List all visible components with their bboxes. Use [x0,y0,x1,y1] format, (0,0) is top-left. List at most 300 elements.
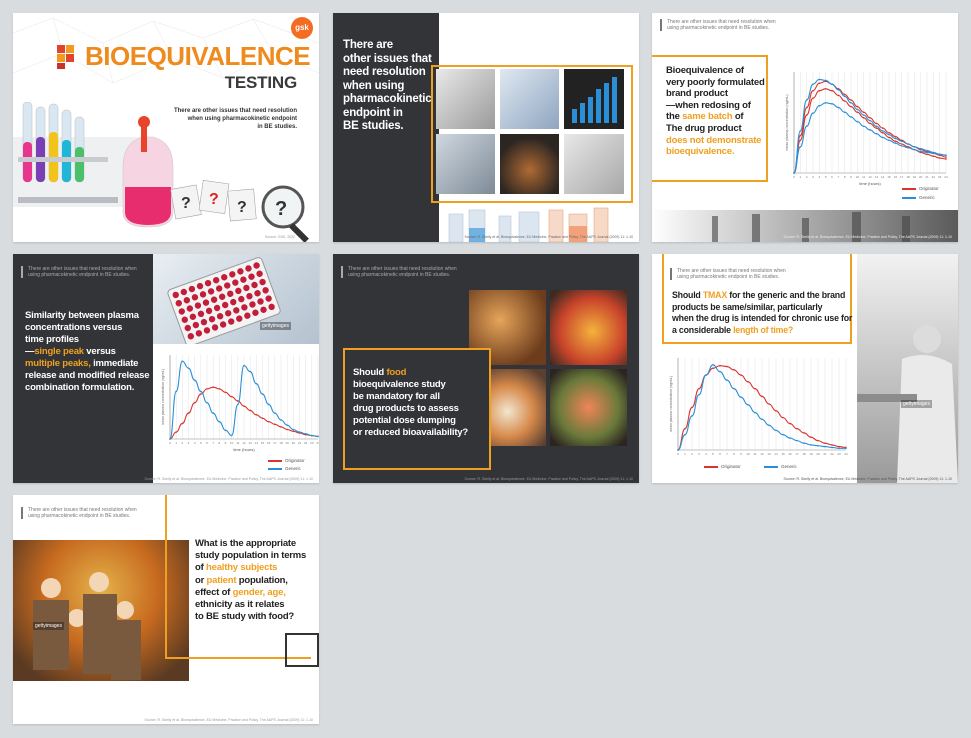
tag-line: using pharmacokinetic endpoint in BE studies. [28,272,131,278]
data-point [684,428,686,430]
data-point [850,116,852,118]
text-line [25,358,149,370]
x-tick-label: 13 [248,441,252,445]
data-point [691,415,693,417]
data-point [206,402,208,404]
x-axis-label: time (hours) [859,181,881,186]
data-point [857,109,859,111]
slide-4-text [25,310,149,394]
text-span: the [666,111,683,123]
data-point [705,374,707,376]
data-point [733,388,735,390]
legend-label: Generic [919,195,935,200]
data-point [831,447,833,449]
data-point [888,137,890,139]
legend-label: Originator [285,458,305,463]
data-point [249,371,251,373]
tag-line: There are other issues that need resolution when [28,266,137,272]
text-line: Similarity between plasma [25,310,139,321]
data-point [810,436,812,438]
data-point [712,367,714,369]
data-point [726,379,728,381]
data-point [810,444,812,446]
x-tick-label: 3 [812,175,814,179]
text-line: time profiles [25,334,79,345]
slide-3-text [666,65,765,158]
data-point [857,121,859,123]
y-axis-label: mean plasma concentration (ng/mL) [785,94,789,151]
data-point [800,135,802,137]
data-point [926,153,928,155]
data-point [243,405,245,407]
gsk-logo: gsk [291,17,313,39]
data-point [888,139,890,141]
text-span: effect of [195,586,233,598]
text-line [195,562,306,574]
data-point [895,136,897,138]
x-tick-label: 11 [236,441,240,445]
data-point [945,158,947,160]
legend-generic [764,464,797,469]
x-tick-label: 4 [193,441,196,445]
data-point [869,123,871,125]
highlight-span: multiple peaks, [25,358,91,369]
legend-label: Generic [285,466,301,471]
text-line: concentrations versus [25,322,123,333]
data-point [863,117,865,119]
text-span: Should [672,290,703,300]
x-tick-label: 6 [206,441,208,445]
x-tick-label: 6 [831,175,833,179]
data-point [268,404,270,406]
data-point [882,127,884,129]
data-point [819,105,821,107]
tag-line: There are other issues that need resolution when [28,507,137,513]
x-tick-label: 10 [229,441,234,445]
x-tick-label: 2 [805,175,808,179]
x-tick-label: 20 [291,441,296,445]
text-line: endpoint in [343,106,403,119]
data-point [789,423,791,425]
slide-7[interactable] [13,495,319,724]
data-point [838,446,840,448]
text-span: immediate [90,358,139,369]
data-point [293,430,295,432]
photo-fruits [550,290,627,365]
data-point [803,432,805,434]
data-point [274,424,276,426]
x-tick-label: 12 [868,175,872,179]
data-point [882,130,884,132]
x-tick-label: 7 [837,175,840,179]
x-tick-label: 4 [818,175,821,179]
data-point [882,137,884,139]
legend-originator [268,458,305,463]
data-point [857,106,859,108]
x-tick-label: 11 [862,175,866,179]
data-point [311,435,313,437]
data-point [684,434,686,436]
x-tick-label: 0 [793,175,795,179]
data-point [212,386,214,388]
data-point [838,89,840,91]
x-tick-label: 1 [175,441,178,445]
data-point [825,102,827,104]
text-line: potential dose dumping [353,415,456,426]
data-point [831,90,833,92]
data-point [286,429,288,431]
text-span: of [195,562,207,574]
slide-2[interactable] [333,13,639,242]
x-tick-label: 22 [931,175,936,179]
x-tick-label: 5 [824,175,827,179]
source-note: Source: R. Skelly et al. Bioequivalence, EU Medicine, Practice and Policy, The AAPS Journal (2009) 11: 1-10 [464,477,633,481]
text-line: combination formulation. [25,382,135,393]
data-point [740,374,742,376]
x-tick-label: 15 [781,452,785,456]
legend-generic [268,466,301,471]
tag-line: There are other issues that need resolution when [677,268,786,274]
data-point [800,130,802,132]
text-line: —when redosing of [666,99,751,111]
text-line [666,111,765,123]
data-point [800,139,802,141]
highlight-span: gender, age, [232,586,286,598]
text-line [195,575,306,587]
x-tick-label: 24 [944,175,948,179]
data-point [838,447,840,449]
text-line: need resolution [343,66,426,78]
photo-plate [500,134,559,194]
data-point [225,392,227,394]
data-point [796,428,798,430]
data-point [882,132,884,134]
x-tick-label: 21 [297,441,302,445]
data-point [825,88,827,90]
title-bioequivalence: BIOEQUIVALENCE [85,41,311,71]
data-point [895,138,897,140]
x-tick-label: 18 [279,441,283,445]
x-tick-label: 5 [199,441,202,445]
source-note: Source: R. Skelly et al. Bioequivalence, EU Medicine, Practice and Policy, The AAPS Journal (2009) 11: 1-10 [464,235,633,239]
getty-watermark: gettyimages [262,323,289,329]
data-point [933,153,935,155]
x-tick-label: 20 [816,452,820,456]
slide-6[interactable] [652,254,958,483]
data-point [219,421,221,423]
data-point [806,107,808,109]
y-axis-label: mean plasma concentration (ng/mL) [669,375,673,433]
data-point [926,150,928,152]
data-point [237,400,239,402]
text-line: What is the appropriate [195,538,296,549]
data-point [188,412,190,414]
source-note: Source: R. Skelly et al. Bioequivalence, EU Medicine, Practice and Policy, The AAPS Journal (2009) 11: 1-10 [144,477,313,481]
slide-7-text [195,538,306,623]
x-tick-label: 23 [937,175,942,179]
data-point [838,107,840,109]
x-tick-label: 1 [684,452,686,456]
data-point [819,79,821,81]
data-point [803,442,805,444]
photo-laptop [436,134,495,194]
text-line: products be same/similar, particularly [672,301,823,312]
data-point [698,388,700,390]
data-point [824,446,826,448]
text-span: or [195,574,207,586]
data-point [317,436,319,438]
text-line [672,290,852,302]
x-tick-label: 0 [677,452,679,456]
data-point [895,140,897,142]
data-point [806,125,808,127]
text-span: a considerable [672,324,734,335]
text-line: BE studies. [343,120,404,132]
text-span: of [732,111,744,123]
x-tick-label: 18 [906,175,910,179]
data-point [262,417,264,419]
data-point [845,447,847,449]
x-tick-label: 9 [740,452,742,456]
x-tick-label: 2 [691,452,693,456]
legend-label: Generic [781,464,797,469]
legend-originator [704,464,741,469]
data-point [775,430,777,432]
data-point [857,111,859,113]
highlight-line: does not demonstrate [666,134,762,146]
data-point [169,438,171,440]
photo-lab-technician [857,254,958,483]
x-tick-label: 8 [843,175,846,179]
data-point [819,90,821,92]
text-line [353,367,468,379]
text-line: Bioequivalence of [666,65,744,76]
data-point [863,114,865,116]
x-tick-label: 19 [809,452,813,456]
data-point [907,143,909,145]
x-tick-label: 11 [753,452,757,456]
chart-pk-peaks [156,349,319,459]
data-point [844,100,846,102]
data-point [945,154,947,156]
text-line: brand product [666,88,728,100]
x-tick-label: 7 [726,452,728,456]
x-tick-label: 16 [266,441,271,445]
tag-line: using pharmacokinetic endpoint in BE studies. [348,272,451,278]
x-tick-label: 14 [254,441,259,445]
getty-watermark: gettyimages [35,623,62,629]
data-point [249,410,251,412]
data-point [747,381,749,383]
slide-6-text [672,290,852,336]
data-point [262,393,264,395]
x-tick-label: 19 [285,441,289,445]
text-line: when using [343,79,405,92]
x-tick-label: 19 [912,175,917,179]
data-point [869,117,871,119]
text-line [25,346,149,358]
x-tick-label: 8 [218,441,221,445]
data-point [831,103,833,105]
chart-pk-tmax [664,354,854,462]
data-point [225,430,227,432]
data-point [747,404,749,406]
data-point [838,95,840,97]
data-point [761,396,763,398]
data-point [863,125,865,127]
slide-4[interactable] [13,254,319,483]
data-point [817,440,819,442]
data-point [175,391,177,393]
data-point [761,419,763,421]
legend-label: Originator [721,464,741,469]
slide-tag [21,266,137,278]
data-point [888,132,890,134]
data-point [768,403,770,405]
x-tick-label: 12 [242,441,246,445]
test-tubes-illustration [13,102,319,242]
x-tick-label: 24 [844,452,848,456]
data-point [175,431,177,433]
data-point [800,146,802,148]
x-tick-label: 17 [899,175,904,179]
x-tick-label: 13 [874,175,879,179]
x-tick-label: 7 [212,441,215,445]
tag-line: using pharmacokinetic endpoint in BE studies. [677,274,780,280]
data-point [939,157,941,159]
x-tick-label: 14 [774,452,778,456]
subtitle-line: in BE studies. [257,124,297,130]
svg-text:?: ? [209,191,219,208]
highlight-span: patient [206,574,237,586]
photo-label: Source: GSK, 2022 [264,235,295,239]
photo-grid [436,69,624,194]
photo-crowd [564,134,624,194]
tag-line: using pharmacokinetic endpoint in BE studies. [667,25,770,31]
slide-5[interactable] [333,254,639,483]
photo-salmon-veggies [550,369,627,446]
data-point [876,133,878,135]
data-point [901,145,903,147]
data-point [876,127,878,129]
data-point [200,393,202,395]
x-tick-label: 16 [788,452,792,456]
text-line: There are [343,39,393,51]
x-tick-label: 6 [719,452,721,456]
svg-text:?: ? [237,199,247,216]
x-tick-label: 8 [733,452,735,456]
text-line: or reduced bioavailability? [353,427,468,438]
data-point [286,424,288,426]
data-point [231,396,233,398]
text-line: when the drug is intended for chronic use for [672,313,853,323]
x-tick-label: 20 [918,175,923,179]
text-span: versus [83,346,116,357]
data-point [775,410,777,412]
data-point [719,371,721,373]
data-point [876,123,878,125]
data-point [926,152,928,154]
data-point [754,412,756,414]
data-point [831,83,833,85]
data-point [677,449,679,451]
slide-3[interactable] [652,13,958,242]
slide-1[interactable] [13,13,319,242]
x-tick-label: 10 [855,175,860,179]
data-point [844,94,846,96]
text-line: very poorly formulated [666,76,765,88]
x-tick-label: 17 [795,452,799,456]
data-point [819,82,821,84]
text-line: bioequivalence study [353,379,446,390]
data-point [754,388,756,390]
x-tick-label: 23 [310,441,314,445]
data-point [293,429,295,431]
tag-line: There are other issues that need resolution when [667,19,776,25]
data-point [812,97,814,99]
data-point [914,149,916,151]
x-tick-label: 9 [224,441,227,445]
x-tick-label: 22 [303,441,308,445]
data-point [219,388,221,390]
data-point [740,396,742,398]
title-testing: TESTING [224,73,297,92]
data-point [182,360,184,362]
photo-well-plate [153,254,319,344]
text-line: pharmacokinetic [343,93,432,105]
highlight-span: same batch [682,111,733,123]
x-tick-label: 17 [273,441,277,445]
data-point [782,434,784,436]
svg-text:?: ? [275,198,288,220]
slide-5-text [353,367,468,439]
text-line: The drug product [666,122,742,134]
photo-growth-bars [564,69,624,129]
data-point [920,151,922,153]
data-point [806,114,808,116]
highlight-span: TMAX [702,290,727,300]
data-point [945,156,947,158]
x-tick-label: 22 [830,452,834,456]
data-point [850,102,852,104]
data-point [793,172,795,174]
data-point [888,134,890,136]
x-tick-label: 2 [181,441,184,445]
data-point [691,407,693,409]
data-point [939,153,941,155]
x-tick-label: 13 [767,452,771,456]
text-line: release and modified release [25,370,150,381]
data-point [869,129,871,131]
source-note: Source: R. Skelly et al. Bioequivalence, EU Medicine, Practice and Policy, The AAPS Journal (2009) 11: 1-10 [783,477,952,481]
corner-square [285,633,319,667]
tag-line: using pharmacokinetic endpoint in BE studies. [28,513,131,519]
x-axis-label: time (hours) [233,447,255,452]
text-line: other issues that [343,52,432,65]
data-point [256,383,258,385]
data-point [280,419,282,421]
x-tick-label: 3 [187,441,190,445]
data-point [850,106,852,108]
data-point [194,379,196,381]
data-point [280,426,282,428]
data-point [231,435,233,437]
legend-originator [902,186,939,191]
x-tick-label: 3 [698,452,700,456]
data-point [237,404,239,406]
data-point [243,365,245,367]
source-note: Source: R. Skelly et al. Bioequivalence, EU Medicine, Practice and Policy, The AAPS Journal (2009) 11: 1-10 [783,235,952,239]
